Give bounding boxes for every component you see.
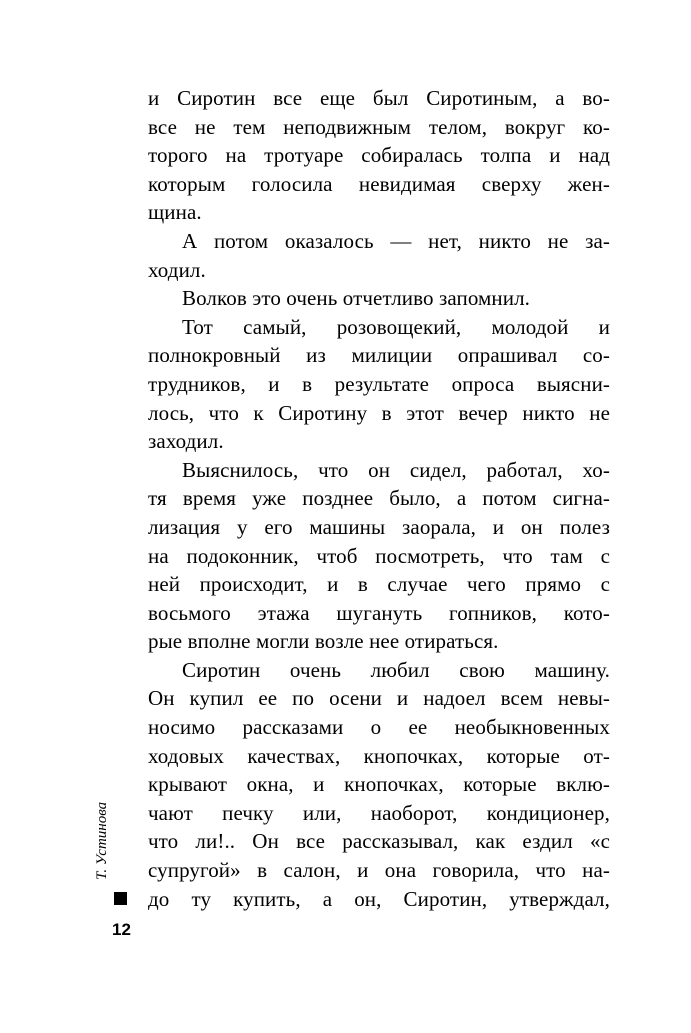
text-line: ходил. — [148, 257, 206, 282]
text-line: ходовых качествах, кнопочках, которые от- — [148, 743, 610, 768]
paragraph — [148, 84, 610, 227]
text-line: лизация у его машины заорала, и он полез — [148, 514, 610, 539]
text-line: восьмого этажа шугануть гопников, кото- — [148, 600, 610, 625]
text-line: тя время уже позднее было, а потом сигна- — [148, 486, 610, 511]
text-line: супругой» в салон, и она говорила, что на- — [148, 858, 610, 883]
text-line: до ту купить, а он, Сиротин, утверждал, — [148, 886, 610, 911]
text-line: торого на тротуаре собиралась толпа и над — [148, 143, 610, 168]
text-line: Он купил ее по осени и надоел всем невы- — [148, 686, 610, 711]
text-line: на подоконник, чтоб посмотреть, что там с — [148, 543, 610, 568]
paragraph — [148, 284, 610, 313]
text-line: носимо рассказами о ее необыкновенных — [148, 715, 610, 740]
text-line: А потом оказалось — нет, никто не за- — [182, 228, 610, 253]
text-line: Выяснилось, что он сидел, работал, хо- — [182, 457, 610, 482]
text-line: трудников, и в результате опроса выясни- — [148, 371, 610, 396]
paragraph — [148, 456, 610, 656]
text-block — [148, 84, 610, 913]
text-line: чают печку или, наоборот, кондиционер, — [148, 800, 610, 825]
page-number: 12 — [112, 920, 131, 939]
text-line: рые вполне могли возле нее отираться. — [148, 629, 499, 654]
text-line: ней происходит, и в случае чего прямо с — [148, 572, 610, 597]
text-line: все не тем неподвижным телом, вокруг ко- — [148, 114, 610, 139]
author-sidebar-text: Т. Устинова — [94, 801, 110, 880]
text-line: заходил. — [148, 429, 224, 454]
paragraph — [148, 313, 610, 456]
text-line: щина. — [148, 200, 202, 225]
text-line: которым голосила невидимая сверху жен- — [148, 171, 610, 196]
paragraph — [148, 227, 610, 284]
text-line: что ли!.. Он все рассказывал, как ездил «с — [148, 829, 610, 854]
text-line: крывают окна, и кнопочках, которые вклю- — [148, 772, 610, 797]
text-line: Тот самый, розовощекий, молодой и — [182, 314, 610, 339]
text-line: и Сиротин все еще был Сиротиным, а во- — [148, 86, 610, 110]
text-line: лось, что к Сиротину в этот вечер никто не — [148, 400, 610, 425]
text-line: Волков это очень отчетливо запомнил. — [182, 286, 531, 311]
text-line: полнокровный из милиции опрашивал со- — [148, 343, 610, 368]
section-marker-square — [114, 892, 127, 905]
text-line: Сиротин очень любил свою машину. — [182, 657, 610, 682]
paragraph — [148, 656, 610, 913]
